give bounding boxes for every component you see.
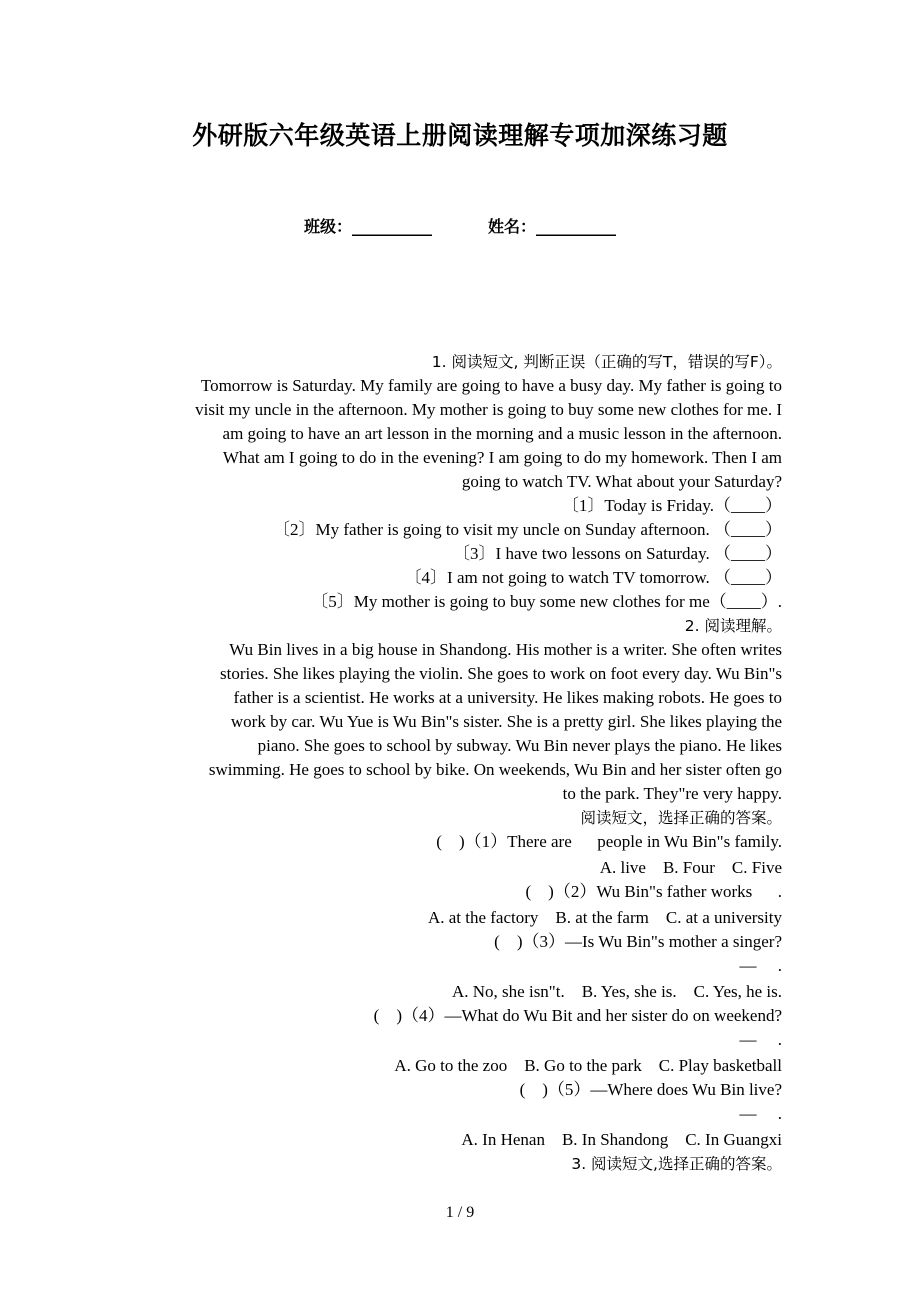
choice-options: A. In Henan B. In Shandong C. In Guangxi (461, 1130, 782, 1149)
true-false-item: 〔3〕I have two lessons on Saturday. （____） (453, 544, 782, 563)
answer-line: — . (739, 1030, 782, 1049)
true-false-item: 〔2〕My father is going to visit my uncle on Sunday afternoon. （____） (273, 520, 782, 539)
passage-line: What am I going to do in the evening? I am going to do my homework. Then I am (222, 448, 782, 467)
true-false-item: 〔5〕My mother is going to buy some new clothes for me（____）. (311, 592, 782, 611)
passage-line: to the park. They"re very happy. (562, 784, 782, 803)
name-field-label: 姓名：__________ (488, 217, 617, 236)
choice-question-stem: ( )（3）—Is Wu Bin"s mother a singer? (494, 932, 782, 951)
passage-line: Wu Bin lives in a big house in Shandong. His mother is a writer. She often writes (229, 640, 782, 659)
passage-line: going to watch TV. What about your Saturday? (461, 472, 782, 491)
passage-line: swimming. He goes to school by bike. On weekends, Wu Bin and her sister often go (208, 760, 782, 779)
page-title: 外研版六年级英语上册阅读理解专项加深练习题 (192, 121, 728, 150)
choice-options: A. No, she isn"t. B. Yes, she is. C. Yes, he is. (452, 982, 782, 1001)
true-false-item: 〔1〕Today is Friday.（____） (561, 496, 782, 515)
choice-question-stem: ( )（4）—What do Wu Bit and her sister do on weekend? (373, 1006, 782, 1025)
class-field-label: 班级：__________ (303, 217, 432, 236)
passage-line: visit my uncle in the afternoon. My mother is going to buy some new clothes for me. I (195, 400, 782, 419)
choice-options: A. live B. Four C. Five (599, 858, 782, 877)
question-2-heading: 2. 阅读理解。 (684, 617, 782, 635)
passage-line: piano. She goes to school by subway. Wu Bin never plays the piano. He likes (257, 736, 782, 755)
answer-line: — . (739, 1104, 782, 1123)
choice-question-stem: ( )（1）There are people in Wu Bin"s family. (436, 832, 782, 851)
question-2-passage (130, 638, 782, 806)
page-number: 1 / 9 (445, 1204, 475, 1221)
question-2-instruction: 阅读短文，选择正确的答案。 (580, 809, 782, 827)
true-false-item: 〔4〕I am not going to watch TV tomorrow. （____） (404, 568, 782, 587)
choice-question-stem: ( )（2）Wu Bin"s father works . (525, 882, 782, 901)
choice-options: A. Go to the zoo B. Go to the park C. Play basketball (394, 1056, 782, 1075)
passage-line: Tomorrow is Saturday. My family are going to have a busy day. My father is going to (200, 376, 782, 395)
exercise-content (130, 350, 782, 1176)
passage-line: father is a scientist. He works at a university. He likes making robots. He goes to (233, 688, 782, 707)
choice-options: A. at the factory B. at the farm C. at a university (427, 908, 782, 927)
passage-line: stories. She likes playing the violin. She goes to work on foot every day. Wu Bin"s (220, 664, 782, 683)
choice-question-stem: ( )（5）—Where does Wu Bin live? (519, 1080, 782, 1099)
question-3-heading: 3. 阅读短文,选择正确的答案。 (571, 1155, 782, 1173)
answer-line: — . (739, 956, 782, 975)
passage-line: am going to have an art lesson in the morning and a music lesson in the afternoon. (222, 424, 782, 443)
question-1-passage (130, 374, 782, 494)
passage-line: work by car. Wu Yue is Wu Bin"s sister. She is a pretty girl. She likes playing the (230, 712, 782, 731)
question-1-heading: 1. 阅读短文, 判断正误（正确的写T，错误的写F）。 (431, 353, 782, 371)
student-info (0, 214, 920, 237)
